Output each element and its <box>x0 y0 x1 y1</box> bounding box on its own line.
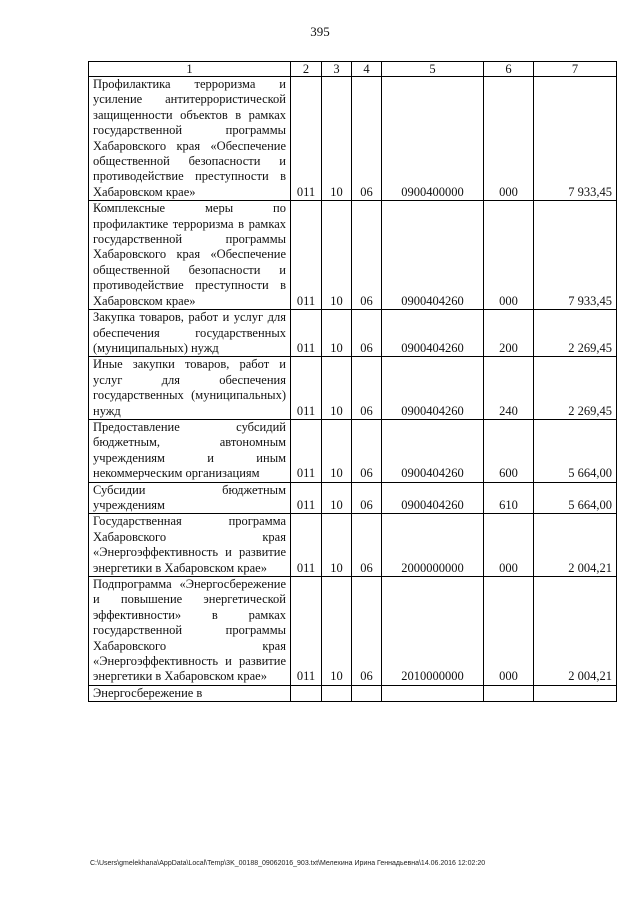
row-subsection-code: 06 <box>352 201 382 310</box>
row-ministry-code <box>291 685 322 701</box>
row-name: Иные закупки товаров, работ и услуг для обеспечения государственных (муниципальных) нужд <box>89 357 291 420</box>
row-section-code <box>322 685 352 701</box>
page-number: 395 <box>310 24 330 39</box>
row-target-code: 0900404260 <box>382 201 484 310</box>
row-amount: 2 269,45 <box>534 357 617 420</box>
row-subsection-code: 06 <box>352 514 382 577</box>
header-col-3: 3 <box>322 62 352 77</box>
row-section-code: 10 <box>322 77 352 201</box>
row-expense-type: 000 <box>484 77 534 201</box>
row-section-code: 10 <box>322 357 352 420</box>
header-col-7: 7 <box>534 62 617 77</box>
row-name: Профилактика терроризма и усиление антитеррористической защищенности объектов в рамках государственной программы Хабаровского края «Обеспечение общественной безопасности и противодействие преступности в Хабаровском крае» <box>89 77 291 201</box>
row-target-code: 0900400000 <box>382 77 484 201</box>
row-subsection-code: 06 <box>352 77 382 201</box>
header-col-5: 5 <box>382 62 484 77</box>
table-row <box>89 77 617 201</box>
row-expense-type: 240 <box>484 357 534 420</box>
row-subsection-code: 06 <box>352 310 382 357</box>
row-expense-type: 600 <box>484 419 534 482</box>
row-amount: 7 933,45 <box>534 77 617 201</box>
header-col-6: 6 <box>484 62 534 77</box>
row-expense-type <box>484 685 534 701</box>
row-name: Подпрограмма «Энергосбережение и повышение энергетической эффективности» в рамках государственной программы Хабаровского края «Энергоэффективность и развитие энергетики в Хабаровском крае» <box>89 577 291 686</box>
table-row <box>89 577 617 686</box>
row-amount: 2 004,21 <box>534 577 617 686</box>
row-ministry-code: 011 <box>291 419 322 482</box>
row-subsection-code: 06 <box>352 357 382 420</box>
header-row <box>89 62 617 77</box>
row-subsection-code: 06 <box>352 482 382 514</box>
row-ministry-code: 011 <box>291 482 322 514</box>
budget-table <box>88 61 617 702</box>
table-row <box>89 514 617 577</box>
row-ministry-code: 011 <box>291 357 322 420</box>
row-expense-type: 000 <box>484 514 534 577</box>
row-name: Комплексные меры по профилактике терроризма в рамках государственной программы Хабаровского края «Обеспечение общественной безопасности и противодействие преступности в Хабаровском крае» <box>89 201 291 310</box>
header-col-1: 1 <box>89 62 291 77</box>
row-ministry-code: 011 <box>291 77 322 201</box>
row-section-code: 10 <box>322 514 352 577</box>
row-section-code: 10 <box>322 310 352 357</box>
row-section-code: 10 <box>322 577 352 686</box>
row-target-code: 0900404260 <box>382 419 484 482</box>
row-section-code: 10 <box>322 201 352 310</box>
row-amount: 5 664,00 <box>534 419 617 482</box>
row-amount: 5 664,00 <box>534 482 617 514</box>
row-subsection-code: 06 <box>352 419 382 482</box>
row-name: Закупка товаров, работ и услуг для обеспечения государственных (муниципальных) нужд <box>89 310 291 357</box>
row-expense-type: 000 <box>484 201 534 310</box>
row-ministry-code: 011 <box>291 514 322 577</box>
row-ministry-code: 011 <box>291 310 322 357</box>
table-row <box>89 685 617 701</box>
row-subsection-code <box>352 685 382 701</box>
row-name: Энергосбережение в <box>89 685 291 701</box>
row-name: Государственная программа Хабаровского края «Энергоэффективность и развитие энергетики в Хабаровском крае» <box>89 514 291 577</box>
row-target-code: 0900404260 <box>382 482 484 514</box>
row-ministry-code: 011 <box>291 201 322 310</box>
row-target-code: 2010000000 <box>382 577 484 686</box>
row-expense-type: 610 <box>484 482 534 514</box>
table-row <box>89 310 617 357</box>
table-row <box>89 357 617 420</box>
row-name: Субсидии бюджетным учреждениям <box>89 482 291 514</box>
row-section-code: 10 <box>322 482 352 514</box>
header-col-2: 2 <box>291 62 322 77</box>
footer-file-path: C:\Users\gmelekhana\AppData\Local\Temp\3K_00188_09062016_903.txt\Мелехина Ирина Геннадьевна\14.06.2016 12:02:20 <box>90 860 486 867</box>
table-row <box>89 201 617 310</box>
row-amount: 7 933,45 <box>534 201 617 310</box>
table-row <box>89 419 617 482</box>
row-section-code: 10 <box>322 419 352 482</box>
row-target-code: 2000000000 <box>382 514 484 577</box>
row-name: Предоставление субсидий бюджетным, автономным учреждениям и иным некоммерческим организациям <box>89 419 291 482</box>
row-expense-type: 200 <box>484 310 534 357</box>
row-target-code: 0900404260 <box>382 357 484 420</box>
table-row <box>89 482 617 514</box>
header-col-4: 4 <box>352 62 382 77</box>
row-subsection-code: 06 <box>352 577 382 686</box>
row-amount: 2 004,21 <box>534 514 617 577</box>
row-target-code <box>382 685 484 701</box>
row-expense-type: 000 <box>484 577 534 686</box>
row-target-code: 0900404260 <box>382 310 484 357</box>
row-ministry-code: 011 <box>291 577 322 686</box>
row-amount <box>534 685 617 701</box>
row-amount: 2 269,45 <box>534 310 617 357</box>
